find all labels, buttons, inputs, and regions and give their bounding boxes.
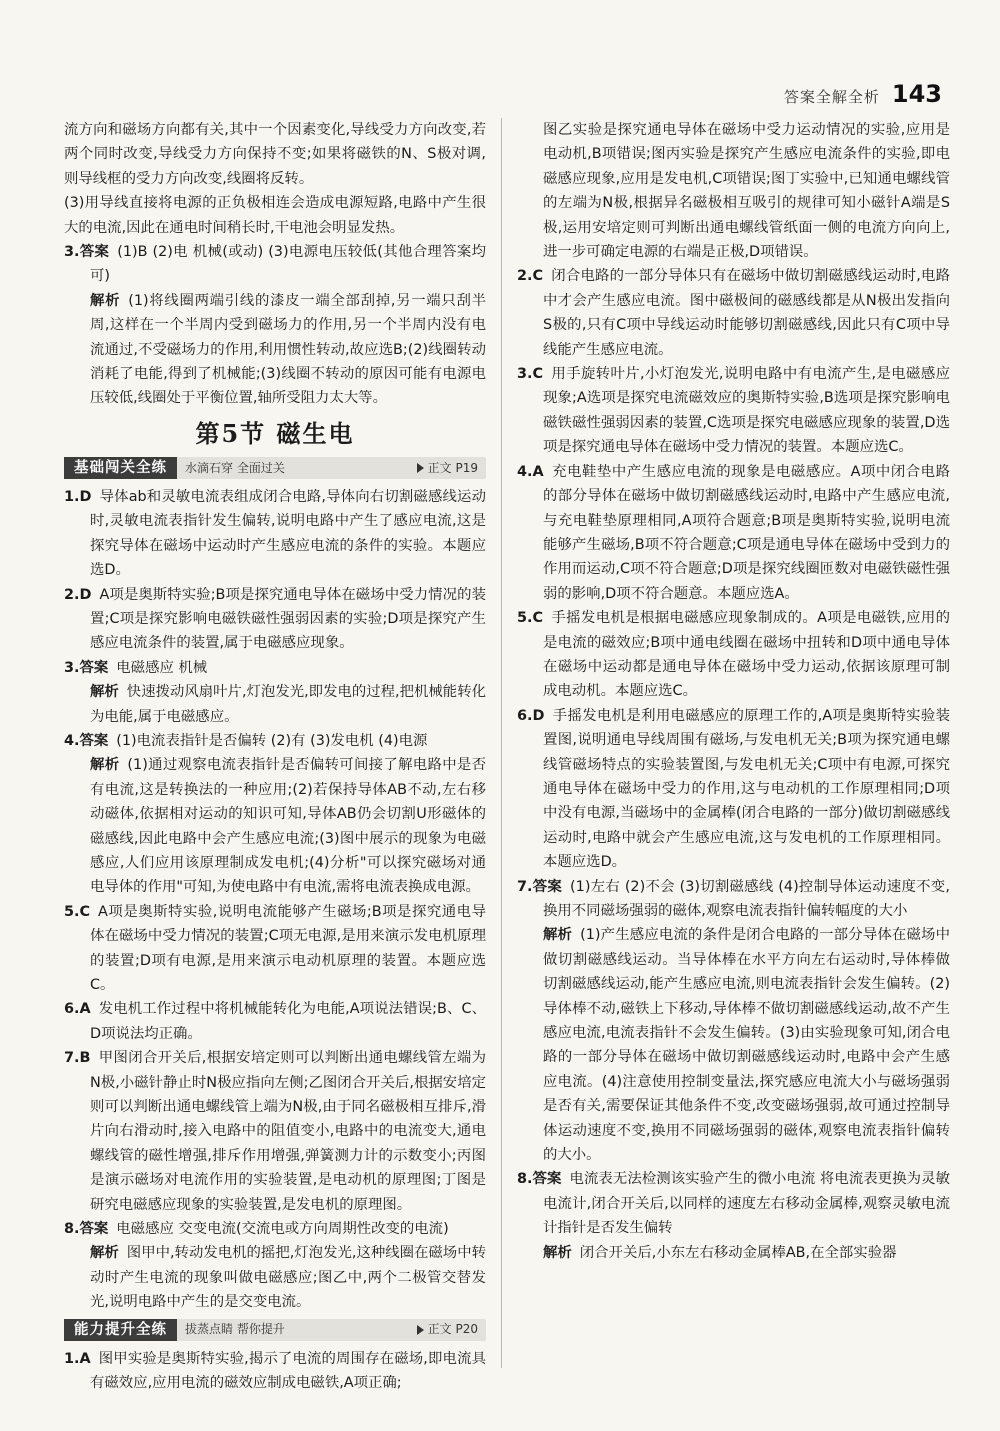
question-5: 5.C A项是奥斯特实验,说明电流能够产生磁场;B项是探究通电导体在磁场中受力情况的装置;C项无电源,是用来演示发电机原理的装置;D项有电源,是用来演示电动机原理的装置。本题应选C。 <box>64 903 486 993</box>
page-number: 143 <box>891 80 942 108</box>
right-column <box>517 118 950 1265</box>
banner-slogan: 水滴石穿 全面过关 <box>185 460 285 475</box>
banner-title: 基础闯关全练 <box>64 457 177 479</box>
question-8: 8.答案 电磁感应 交变电流(交流电或方向周期性改变的电流) <box>64 1221 449 1238</box>
banner-title: 能力提升全练 <box>64 1319 177 1341</box>
left-column <box>64 118 486 1396</box>
advanced-question-2: 2.C 闭合电路的一部分导体只有在磁场中做切割磁感线运动时,电路中才会产生感应电流。图中磁极间的磁感线都是从N极出发指向S极的,只有C项中导线运动时能够切割磁感线,因此只有C项中导线能产生感应电流。 <box>517 268 950 358</box>
advanced-analysis-8: 解析 闭合开关后,小东左右移动金属棒AB,在全部实验器 <box>543 1244 897 1261</box>
analysis-3b: 解析 快速拨动风扇叶片,灯泡发光,即发电的过程,把机械能转化为电能,属于电磁感应。 <box>90 684 486 725</box>
arrow-icon <box>417 1325 424 1335</box>
paragraph: (3)用导线直接将电源的正负极相连会造成电源短路,电路中产生很大的电流,因此在通电时间稍长时,干电池会明显发热。 <box>64 195 486 236</box>
question-2: 2.D A项是奥斯特实验;B项是探究通电导体在磁场中受力情况的装置;C项是探究影响电磁铁磁性强弱因素的实验;D项是探究产生感应电流条件的装置,属于电磁感应现象。 <box>64 586 486 652</box>
question-4: 4.答案 (1)电流表指针是否偏转 (2)有 (3)发电机 (4)电源 <box>64 732 428 749</box>
advanced-question-5: 5.C 手摇发电机是根据电磁感应现象制成的。A项是电磁铁,应用的是电流的磁效应;B项中通电线圈在磁场中扭转和D项中通电导体在磁场中运动都是通电导体在磁场中受力运动,依据该原理可制成电动机。本题应选C。 <box>517 610 950 700</box>
question-3b: 3.答案 电磁感应 机械 <box>64 659 208 676</box>
advanced-question-6: 6.D 手摇发电机是利用电磁感应的原理工作的,A项是奥斯特实验装置图,说明通电导线周围有磁场,与发电机无关;B项为探究通电螺线管磁场特点的实验装置图,与发电机无关;C项中有电源,可探究通电导体在磁场中受力的作用,这与电动机的工作原理相同;D项中没有电源,当磁场中的金属棒(闭合电路的一部分)做切割磁感线运动时,电路中就会产生感应电流,这与发电机的工作原理相同。本题应选D。 <box>517 707 950 871</box>
page-header <box>784 80 942 108</box>
analysis-4: 解析 (1)通过观察电流表指针是否偏转可间接了解电路中是否有电流,这是转换法的一种应用;(2)若保持导体AB不动,左右移动磁体,依据相对运动的知识可知,导体AB仍会切割U形磁体的磁感线,因此电路中会产生感应电流;(3)图中展示的现象为电磁感应,人们应用该原理制成发电机;(4)分析"可以探究磁场对通电导体的作用"可知,为使电路中有电流,需将电流表换成电源。 <box>90 757 486 896</box>
question-3: 3.答案 (1)B (2)电 机械(或动) (3)电源电压较低(其他合理答案均可) <box>64 244 486 285</box>
question-6: 6.A 发电机工作过程中将机械能转化为电能,A项说法错误;B、C、D项说法均正确。 <box>64 1001 486 1042</box>
advanced-question-3: 3.C 用手旋转叶片,小灯泡发光,说明电路中有电流产生,是电磁感应现象;A选项是探究电流磁效应的奥斯特实验,B选项是探究影响电磁铁磁性强弱因素的装置,C选项是探究电磁感应现象的装置,D选项是探究通电导体在磁场中受力情况的装置。本题应选C。 <box>517 366 950 456</box>
advanced-question-4: 4.A 充电鞋垫中产生感应电流的现象是电磁感应。A项中闭合电路的部分导体在磁场中做切割磁感线运动时,电路中产生感应电流,与充电鞋垫原理相同,A项符合题意;B项是奥斯特实验,说明电流能够产生磁场,B项不符合题意;C项是通电导体在磁场中受到力的作用而运动,C项不符合题意;D项是探究线圈匝数对电磁铁磁性强弱的影响,D项不符合题意。本题应选A。 <box>517 463 950 602</box>
header-label: 答案全解全析 <box>783 88 880 106</box>
paragraph: 图乙实验是探究通电导体在磁场中受力运动情况的实验,应用是电动机,B项错误;图丙实验是探究产生感应电流条件的实验,即电磁感应现象,应用是发电机,C项错误;图丁实验中,已知通电螺线管的左端为N极,根据异名磁极相互吸引的规律可知小磁针A端是S极,运用安培定则可判断出通电螺线管纸面一侧的电流方向向上,进一步可确定电源的右端是正极,D项错误。 <box>543 122 950 261</box>
banner-ref: 正文 P20 <box>417 1317 486 1341</box>
question-1: 1.D 导体ab和灵敏电流表组成闭合电路,导体向右切割磁感线运动时,灵敏电流表指针发生偏转,说明电路中产生了感应电流,这是探究导体在磁场中运动时产生感应电流的条件的实验。本题应选D。 <box>64 488 486 579</box>
advanced-question-1: 1.A 图甲实验是奥斯特实验,揭示了电流的周围存在磁场,即电流具有磁效应,应用电流的磁效应制成电磁铁,A项正确; <box>64 1350 486 1392</box>
paragraph: 流方向和磁场方向都有关,其中一个因素变化,导线受力方向改变,若两个同时改变,导线受力方向保持不变;如果将磁铁的N、S极对调,则导线框的受力方向改变,线圈将反转。 <box>64 122 486 187</box>
banner-advanced <box>64 1319 486 1341</box>
advanced-question-8: 8.答案 电流表无法检测该实验产生的微小电流 将电流表更换为灵敏电流计,闭合开关后,以同样的速度左右移动金属棒,观察灵敏电流计指针是否发生偏转 <box>517 1171 950 1237</box>
column-divider <box>501 118 502 1368</box>
arrow-icon <box>417 463 424 473</box>
banner-slogan: 拔蒸点睛 帮你提升 <box>185 1322 285 1337</box>
banner-basic <box>64 457 486 479</box>
advanced-analysis-7: 解析 (1)产生感应电流的条件是闭合电路的一部分导体在磁场中做切割磁感线运动。当导体棒在水平方向左右运动时,导体棒做切割磁感线运动,能产生感应电流,则电流表指针会发生偏转。(2)导体棒不动,磁铁上下移动,导体棒不做切割磁感线运动,故不产生感应电流,电流表指针不会发生偏转。(3)由实验现象可知,闭合电路的一部分导体在磁场中做切割磁感线运动时,电路中会产生感应电流。(4)注意使用控制变量法,探究感应电流大小与磁场强弱是否有关,需要保证其他条件不变,改变磁场强弱,故可通过控制导体运动速度不变,换用不同磁场强弱的磁体,观察电流表指针偏转的大小。 <box>543 927 950 1164</box>
section-title: 第5节 磁生电 <box>195 418 355 448</box>
analysis-3: 解析 (1)将线圈两端引线的漆皮一端全部刮掉,另一端只刮半周,这样在一个半周内受到磁场力的作用,另一个半周内没有电流通过,不受磁场力的作用,利用惯性转动,故应选B;(2)线圈转动消耗了电能,得到了机械能;(3)线圈不转动的原因可能有电源电压较低,线圈处于平衡位置,轴所受阻力太大等。 <box>90 292 486 407</box>
banner-ref: 正文 P19 <box>417 456 486 480</box>
advanced-question-7: 7.答案 (1)左右 (2)不会 (3)切割磁感线 (4)控制导体运动速度不变,换用不同磁场强弱的磁体,观察电流表指针偏转幅度的大小 <box>517 878 950 919</box>
question-7: 7.B 甲图闭合开关后,根据安培定则可以判断出通电螺线管左端为N极,小磁针静止时N极应指向左侧;乙图闭合开关后,根据安培定则可以判断出通电螺线管上端为N极,由于同名磁极相互排斥,滑片向右滑动时,接入电路中的阻值变小,电路中的电流变大,通电螺线管的磁性增强,排斥作用增强,弹簧测力计的示数变小;丙图是演示磁场对电流作用的实验装置,是电动机的原理图;丁图是研究电磁感应现象的实验装置,是发电机的原理图。 <box>64 1050 486 1213</box>
analysis-8: 解析 图甲中,转动发电机的摇把,灯泡发光,这种线圈在磁场中转动时产生电流的现象叫做电磁感应;图乙中,两个二极管交替发光,说明电路中产生的是交变电流。 <box>90 1245 486 1311</box>
